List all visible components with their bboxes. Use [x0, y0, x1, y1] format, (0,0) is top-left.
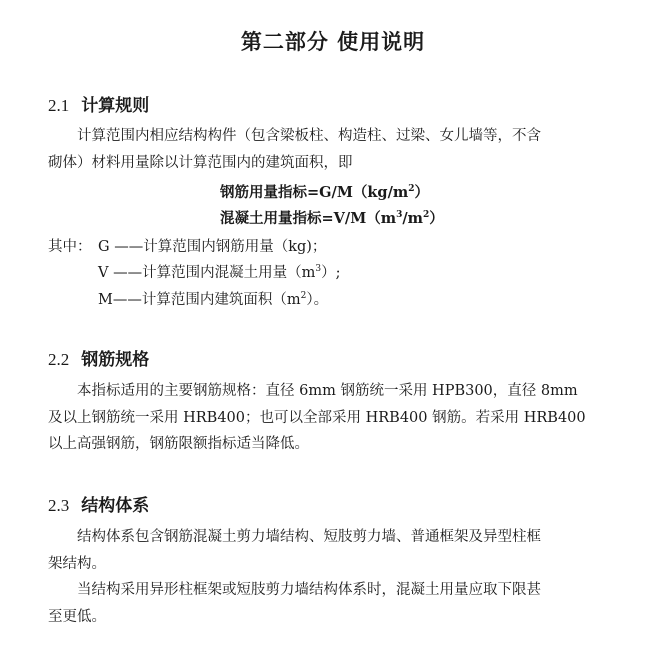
- definition-m: [98, 288, 328, 309]
- formula-rebar-index: [220, 181, 429, 202]
- definition-intro: 其中：: [48, 239, 92, 255]
- formula-text: ）: [429, 210, 444, 227]
- section-heading-2-2: [48, 345, 149, 370]
- formula-superscript: 3: [396, 210, 403, 220]
- definition-text: ）。: [306, 292, 329, 308]
- paragraph-line: 砌体）材料用量除以计算范围内的建筑面积，即: [48, 155, 353, 171]
- definition-v: [98, 261, 340, 282]
- definition-superscript: 3: [315, 264, 322, 274]
- paragraph-line: 当结构采用异形柱框架或短肢剪力墙结构体系时，混凝土用量应取下限甚: [77, 582, 541, 598]
- formula-superscript: 2: [408, 184, 415, 194]
- definition-text: M——计算范围内建筑面积（m: [98, 292, 301, 308]
- page-title: 第二部分 使用说明: [240, 30, 426, 54]
- section-title: 结构体系: [81, 496, 150, 516]
- paragraph-line: 架结构。: [48, 556, 106, 572]
- section-number: 2.2: [48, 350, 70, 369]
- definition-superscript: 2: [300, 291, 307, 301]
- section-heading-2-3: [48, 491, 149, 516]
- paragraph-line: 以上高强钢筋，钢筋限额指标适当降低。: [48, 436, 309, 452]
- section-heading-2-1: [48, 91, 149, 116]
- section-title: 钢筋规格: [81, 350, 150, 370]
- formula-superscript: 2: [423, 210, 430, 220]
- formula-text: /m: [402, 210, 423, 227]
- definition-text: ）;: [321, 265, 341, 281]
- paragraph-line: 结构体系包含钢筋混凝土剪力墙结构、短肢剪力墙、普通框架及异型柱框: [77, 529, 541, 545]
- formula-concrete-index: [220, 207, 444, 228]
- paragraph-line: 至更低。: [48, 609, 106, 625]
- paragraph-line: 及以上钢筋统一采用 HRB400；也可以全部采用 HRB400 钢筋。若采用 HRB400: [48, 410, 586, 426]
- section-number: 2.3: [48, 496, 70, 515]
- definition-text: V ——计算范围内混凝土用量（m: [98, 265, 316, 281]
- definition-g: G ——计算范围内钢筋用量（kg)；: [98, 239, 327, 255]
- paragraph-line: 计算范围内相应结构构件（包含梁板柱、构造柱、过梁、女儿墙等，不含: [77, 128, 541, 144]
- formula-text: ）: [414, 184, 429, 201]
- section-title: 计算规则: [81, 96, 150, 116]
- section-number: 2.1: [48, 96, 70, 115]
- formula-text: 钢筋用量指标=G/M（kg/m: [220, 184, 409, 201]
- paragraph-line: 本指标适用的主要钢筋规格：直径 6mm 钢筋统一采用 HPB300，直径 8mm: [77, 383, 578, 399]
- formula-text: 混凝土用量指标=V/M（m: [220, 210, 397, 227]
